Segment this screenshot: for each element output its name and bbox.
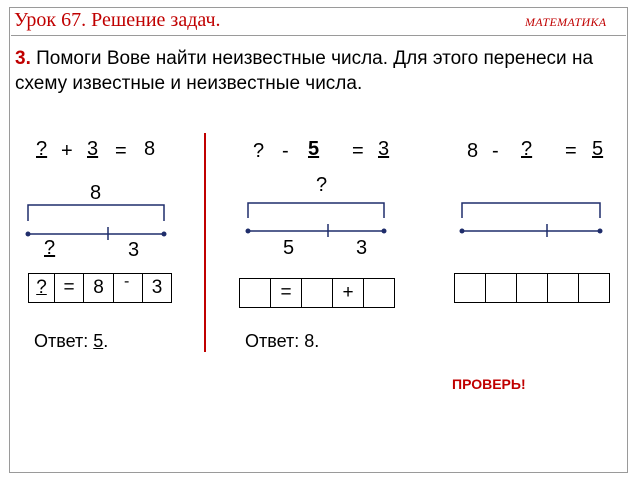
p1-answer-prefix: Ответ: [34, 331, 94, 351]
p1-scheme-part-left: ? [44, 237, 56, 259]
p2-eq-result: 3 [378, 138, 390, 160]
p2-scheme-whole: ? [316, 174, 328, 196]
scheme1-point-end [162, 232, 167, 237]
p3-cell-3 [516, 273, 548, 303]
p1-scheme-part-right: 3 [128, 239, 140, 261]
p3-cell-2 [485, 273, 517, 303]
subject-label: МАТЕМАТИКА [525, 15, 607, 29]
lesson-title: Урок 67. Решение задач. [14, 9, 221, 31]
p2-cell-5 [363, 278, 395, 308]
p1-eq-plus: + [61, 140, 73, 162]
p1-eq-term: 3 [87, 138, 99, 160]
scheme2-point-end [382, 229, 387, 234]
p1-answer-suffix: . [103, 331, 109, 351]
p3-cell-5 [578, 273, 610, 303]
scheme3-point-start [460, 229, 465, 234]
task-number: 3. [15, 48, 31, 69]
p1-cell-4 [113, 273, 143, 303]
p2-eq-equals: = [352, 140, 364, 162]
p2-cell-3 [301, 278, 333, 308]
p2-scheme-part-left: 5 [283, 237, 295, 259]
p1-scheme-whole: 8 [90, 182, 102, 204]
p1-cell-minus: - [124, 273, 130, 290]
p3-eq-unknown: ? [521, 138, 533, 160]
scheme3-point-end [598, 229, 603, 234]
p1-eq-unknown: ? [36, 138, 48, 160]
scheme1-brace [28, 205, 164, 221]
p1-answer [34, 331, 108, 352]
p3-eq-equals: = [565, 140, 577, 162]
p1-cell-1: ? [28, 273, 55, 303]
p1-cells [28, 273, 172, 303]
p2-cells [239, 278, 395, 308]
scheme2-brace [248, 203, 384, 218]
p1-eq-equals: = [115, 140, 127, 162]
p2-cell-2: = [270, 278, 302, 308]
scheme3-brace [462, 203, 600, 218]
p1-eq-result: 8 [144, 138, 156, 160]
p2-cell-4: + [332, 278, 364, 308]
scheme2-point-start [246, 229, 251, 234]
p3-cells [454, 273, 610, 303]
p3-eq-minus: - [492, 140, 499, 162]
p2-eq-unknown: ? [253, 140, 265, 162]
p2-scheme-part-right: 3 [356, 237, 368, 259]
check-button[interactable]: ПРОВЕРЬ! [452, 376, 526, 392]
p2-cell-1 [239, 278, 271, 308]
p1-answer-value: 5 [93, 331, 104, 351]
p3-cell-4 [547, 273, 579, 303]
p1-cell-5: 3 [142, 273, 172, 303]
p1-cell-3: 8 [83, 273, 114, 303]
p3-eq-result: 5 [592, 138, 604, 160]
p3-cell-1 [454, 273, 486, 303]
scheme1-point-start [26, 232, 31, 237]
p1-cell-2: = [54, 273, 84, 303]
p2-eq-minus: - [282, 140, 289, 162]
task-body: Помоги Вове найти неизвестные числа. Для этого перенеси на схему известные и неизвестные числа. [15, 48, 594, 94]
p2-answer: Ответ: 8. [245, 331, 320, 351]
p3-eq-minuend: 8 [467, 140, 479, 162]
p2-eq-term: 5 [308, 138, 320, 160]
